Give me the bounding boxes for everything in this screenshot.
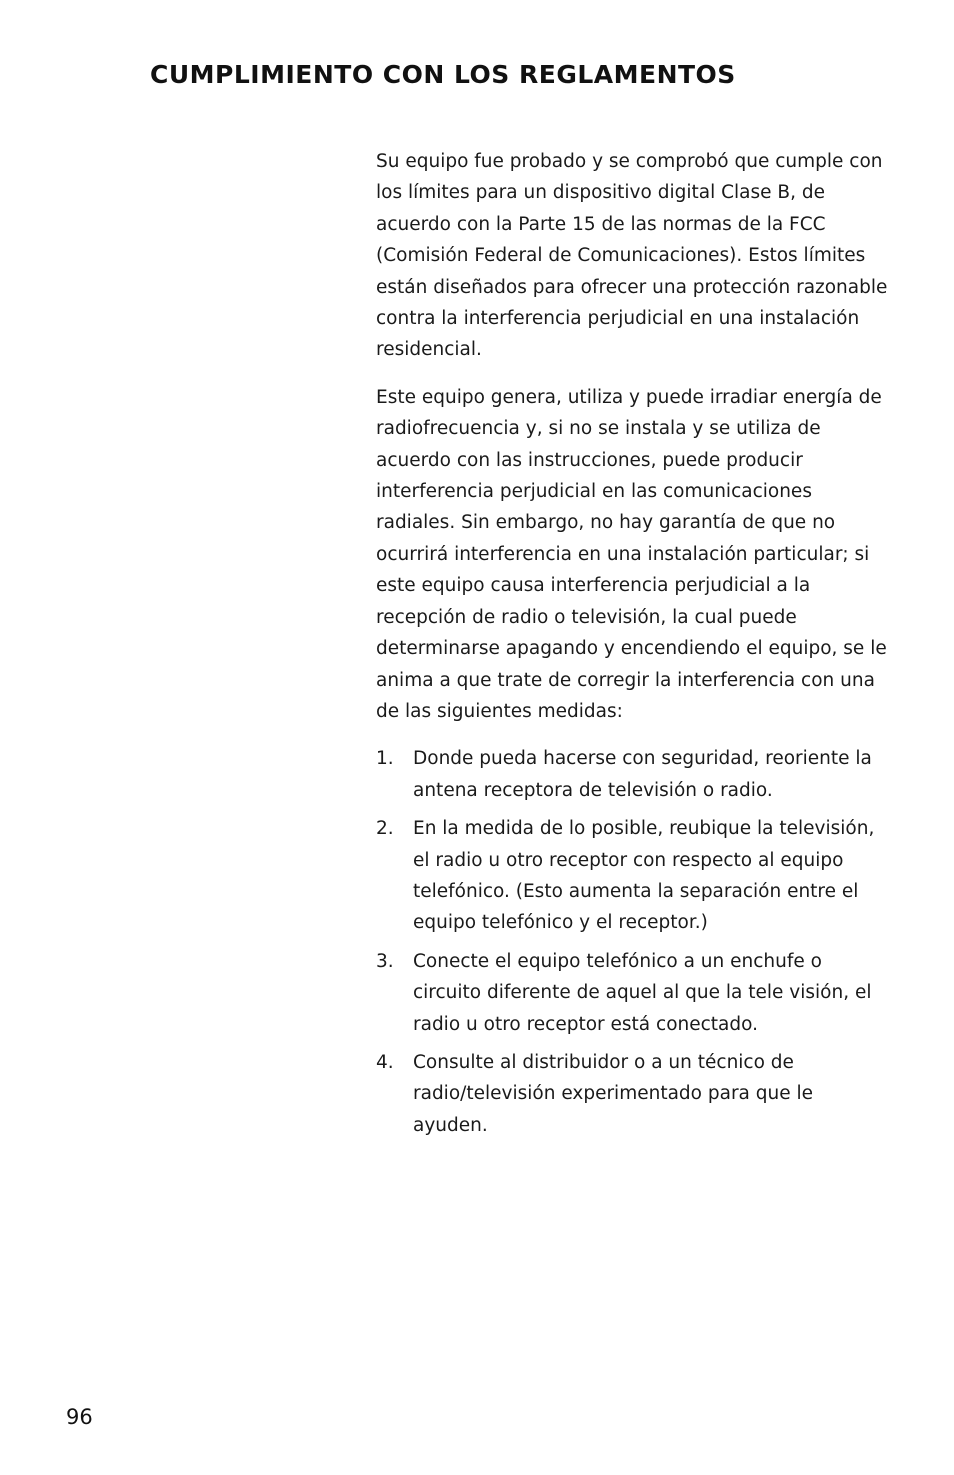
list-item-number: 1. — [376, 748, 394, 770]
page-number: 96 — [66, 1405, 93, 1429]
paragraph-interference-notice: Este equipo genera, utiliza y puede irradiar energía de radiofrecuencia y, si no se instala y se utiliza de acuerdo con las instrucciones, puede producir interferencia perjudicial en las comunicaciones radiales. Sin embargo, no hay garantía de que no ocurrirá interferencia en una instalación particular; si este equipo causa interferencia perjudicial a la recepción de radio o televisión, la cual puede determinarse apagando y encendiendo el equipo, se le anima a que trate de corregir la interferencia con una de las siguientes medidas: — [376, 386, 887, 722]
list-item — [376, 946, 891, 1040]
list-item-number: 4. — [376, 1051, 394, 1073]
main-content — [376, 146, 891, 1148]
list-item — [376, 1047, 891, 1141]
list-item-text: Donde pueda hacerse con seguridad, reoriente la antena receptora de televisión o radio. — [413, 748, 872, 801]
corrective-measures-list — [376, 743, 891, 1141]
list-item-text: En la medida de lo posible, reubique la televisión, el radio u otro receptor con respecto al equipo telefónico. (Esto aumenta la separación entre el equipo telefónico y el receptor.) — [413, 818, 875, 934]
list-item-number: 3. — [376, 950, 394, 972]
list-item-text: Conecte el equipo telefónico a un enchufe o circuito diferente de aquel al que la tele visión, el radio u otro receptor está conectado. — [413, 950, 872, 1035]
list-item — [376, 813, 891, 939]
list-item-text: Consulte al distribuidor o a un técnico de radio/televisión experimentado para que le ayuden. — [413, 1051, 814, 1136]
page-title: CUMPLIMIENTO CON LOS REGLAMENTOS — [150, 60, 736, 89]
list-item — [376, 743, 891, 806]
list-item-number: 2. — [376, 818, 394, 840]
paragraph-fcc-compliance: Su equipo fue probado y se comprobó que cumple con los límites para un dispositivo digital Clase B, de acuerdo con la Parte 15 de las normas de la FCC (Comisión Federal de Comunicaciones). Estos límites están diseñados para ofrecer una protección razonable contra la interferencia perjudicial en una instalación residencial. — [376, 151, 888, 361]
